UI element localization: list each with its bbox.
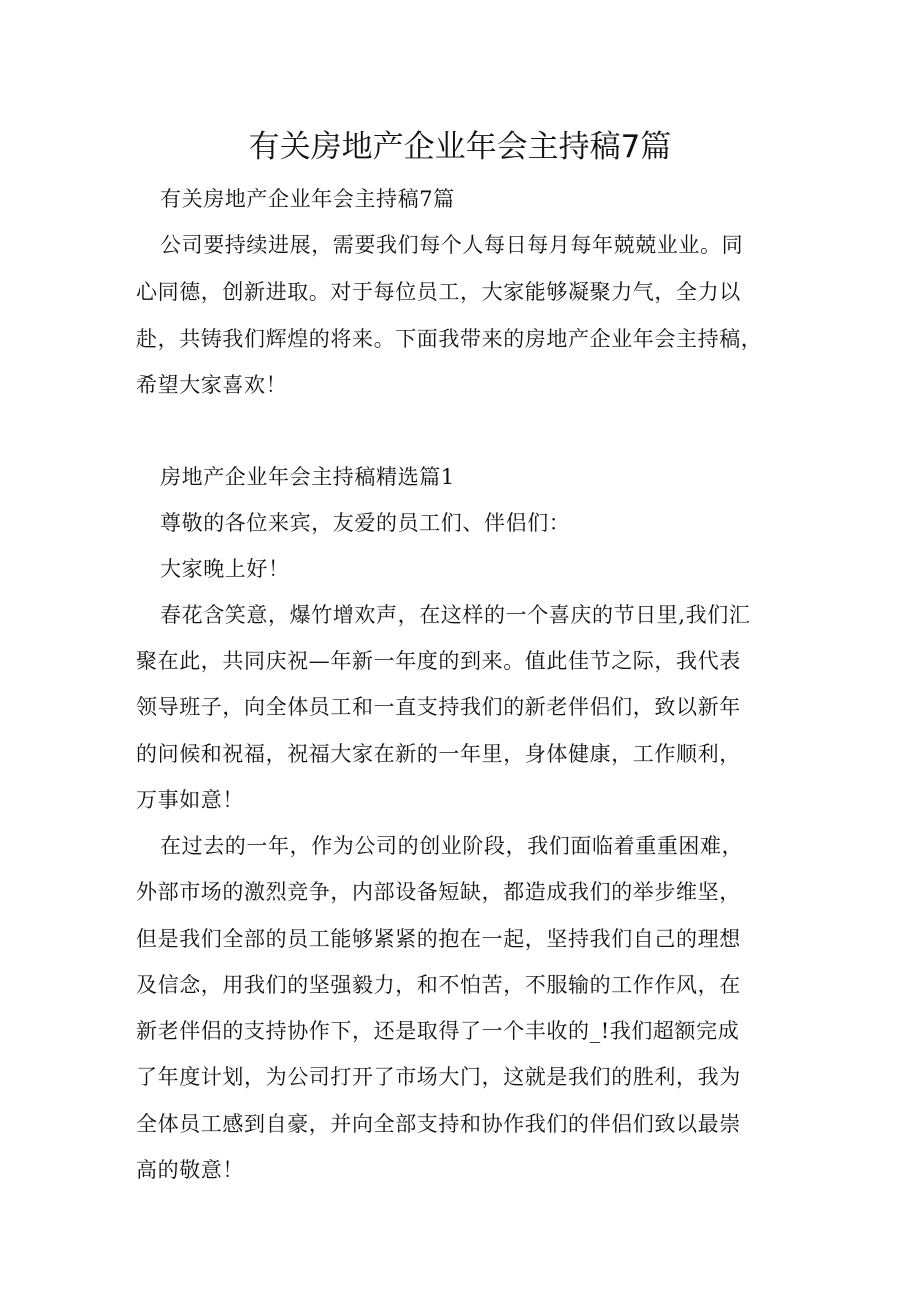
paragraph2-line-1: 在过去的一年，作为公司的创业阶段，我们面临着重重困难， (160, 834, 744, 858)
paragraph2-line-5: 新老伴侣的支持协作下，还是取得了一个丰收的_!我们超额完成 (136, 1019, 740, 1043)
paragraph2-line-7: 全体员工感到自豪，并向全部支持和协作我们的伴侣们致以最崇 (136, 1112, 741, 1136)
section-heading: 房地产企业年会主持稿精选篇1 (160, 465, 455, 489)
paragraph1-line-4: 的问候和祝福，祝福大家在新的一年里，身体健康，工作顺利， (136, 742, 741, 766)
intro-line-3: 赴，共铸我们辉煌的将来。下面我带来的房地产企业年会主持稿， (136, 327, 763, 351)
document-title: 有关房地产企业年会主持稿7篇 (248, 129, 672, 165)
greeting-line: 尊敬的各位来宾，友爱的员工们、伴侣们： (160, 511, 571, 535)
paragraph2-line-3: 但是我们全部的员工能够紧紧的抱在一起，坚持我们自己的理想 (136, 927, 741, 951)
intro-line-2: 心同德，创新进取。对于每位员工，大家能够凝聚力气，全力以 (136, 280, 741, 304)
paragraph1-line-1: 春花含笑意，爆竹增欢声，在这样的一个喜庆的节日里,我们汇 (160, 603, 751, 627)
document-subtitle: 有关房地产企业年会主持稿7篇 (160, 187, 455, 211)
paragraph1-line-5: 万事如意！ (136, 788, 244, 812)
paragraph1-line-3: 领导班子，向全体员工和一直支持我们的新老伴侣们，致以新年 (136, 695, 741, 719)
paragraph2-line-8: 高的敬意！ (136, 1158, 244, 1182)
paragraph2-line-4: 及信念，用我们的坚强毅力，和不怕苦，不服输的工作作风，在 (136, 973, 741, 997)
paragraph1-line-2: 聚在此，共同庆祝—年新一年度的到来。值此佳节之际，我代表 (136, 649, 741, 673)
paragraph2-line-2: 外部市场的激烈竞争，内部设备短缺，都造成我们的举步维坚， (136, 880, 741, 904)
intro-line-1: 公司要持续进展，需要我们每个人每日每月每年兢兢业业。同 (160, 233, 744, 257)
paragraph2-line-6: 了年度计划，为公司打开了市场大门，这就是我们的胜利，我为 (136, 1065, 741, 1089)
evening-greeting: 大家晚上好！ (160, 557, 290, 581)
intro-line-4: 希望大家喜欢！ (136, 373, 288, 397)
